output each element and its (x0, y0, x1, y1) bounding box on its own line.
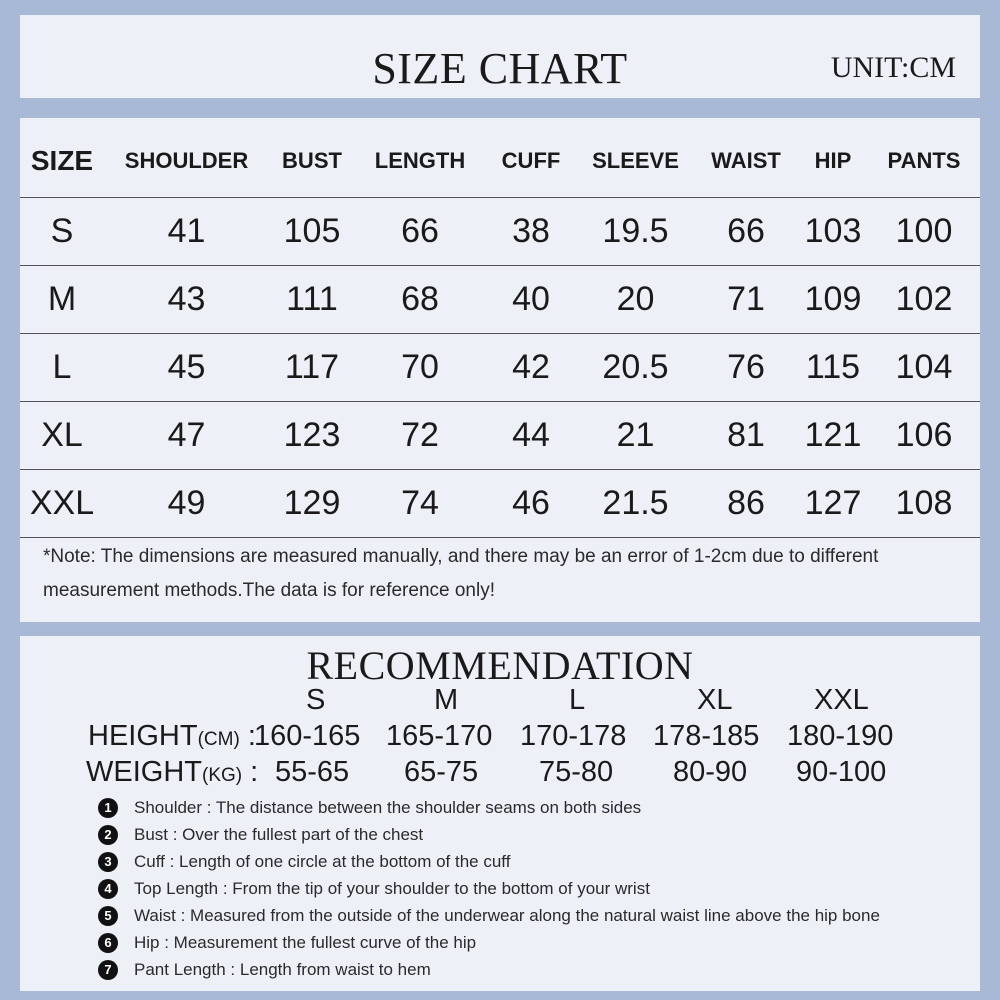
height-label (88, 720, 256, 753)
table-cell: 72 (355, 402, 485, 470)
column-header: CUFF (485, 118, 577, 198)
weight-row (20, 756, 980, 792)
table-cell: 70 (355, 334, 485, 402)
height-unit: (CM) (197, 729, 240, 750)
table-cell: 47 (104, 402, 269, 470)
column-header: SLEEVE (577, 118, 694, 198)
weight-label (86, 756, 258, 789)
definition-item (98, 848, 880, 875)
weight-value: 75-80 (539, 756, 614, 788)
height-label-text: HEIGHT (88, 720, 198, 752)
table-row (20, 266, 980, 334)
height-value: 178-185 (653, 720, 760, 752)
table-cell: 68 (355, 266, 485, 334)
table-cell: 76 (694, 334, 798, 402)
number-badge-icon: 1 (98, 798, 118, 818)
table-cell: 102 (868, 266, 980, 334)
size-label: L (569, 684, 586, 716)
table-cell: 105 (269, 198, 355, 266)
chart-title: SIZE CHART (372, 44, 628, 93)
weight-value: 90-100 (796, 756, 887, 788)
table-cell: 121 (798, 402, 868, 470)
measurement-definitions (98, 794, 880, 983)
table-cell: 104 (868, 334, 980, 402)
height-colon: : (239, 720, 256, 752)
table-cell: XXL (20, 470, 104, 538)
number-badge-icon: 3 (98, 852, 118, 872)
definition-text: Shoulder : The distance between the shoulder seams on both sides (134, 797, 642, 817)
unit-label: UNIT:CM (830, 51, 956, 84)
table-cell: 38 (485, 198, 577, 266)
table-row (20, 334, 980, 402)
definition-text: Top Length : From the tip of your shoulder to the bottom of your wrist (134, 878, 650, 898)
table-cell: 42 (485, 334, 577, 402)
table-cell: 19.5 (577, 198, 694, 266)
size-label: XL (697, 684, 733, 716)
table-cell: 74 (355, 470, 485, 538)
table-cell: 21 (577, 402, 694, 470)
definition-item (98, 821, 880, 848)
table-cell: S (20, 198, 104, 266)
weight-label-text: WEIGHT (86, 756, 202, 788)
column-header: SHOULDER (104, 118, 269, 198)
table-cell: 123 (269, 402, 355, 470)
recommendation-size-row (20, 684, 980, 720)
weight-value: 80-90 (673, 756, 748, 788)
definition-text: Pant Length : Length from waist to hem (134, 959, 431, 979)
table-cell: 40 (485, 266, 577, 334)
table-cell: 86 (694, 470, 798, 538)
table-cell: 71 (694, 266, 798, 334)
table-cell: 115 (798, 334, 868, 402)
definition-text: Hip : Measurement the fullest curve of the hip (134, 932, 477, 952)
column-header: WAIST (694, 118, 798, 198)
table-cell: 20 (577, 266, 694, 334)
table-cell: 20.5 (577, 334, 694, 402)
table-header-row (20, 118, 980, 198)
definition-item (98, 875, 880, 902)
table-cell: 108 (868, 470, 980, 538)
size-table (20, 118, 980, 538)
table-cell: 81 (694, 402, 798, 470)
table-cell: 127 (798, 470, 868, 538)
height-value: 165-170 (386, 720, 493, 752)
definition-item (98, 794, 880, 821)
table-cell: 44 (485, 402, 577, 470)
weight-colon: : (242, 756, 259, 788)
definition-text: Waist : Measured from the outside of the underwear along the natural waist line above the hip bone (134, 905, 880, 925)
table-row (20, 402, 980, 470)
table-row (20, 470, 980, 538)
height-value: 170-178 (520, 720, 627, 752)
column-header: SIZE (20, 118, 104, 198)
definition-item (98, 929, 880, 956)
table-cell: 46 (485, 470, 577, 538)
column-header: PANTS (868, 118, 980, 198)
table-cell: 66 (355, 198, 485, 266)
table-cell: 66 (694, 198, 798, 266)
size-label: S (306, 684, 326, 716)
table-cell: 21.5 (577, 470, 694, 538)
weight-unit: (KG) (202, 765, 243, 786)
header-panel (20, 15, 980, 98)
recommendation-panel (20, 636, 980, 991)
table-cell: 117 (269, 334, 355, 402)
table-cell: XL (20, 402, 104, 470)
table-row (20, 198, 980, 266)
recommendation-title: RECOMMENDATION (306, 643, 694, 688)
table-cell: 41 (104, 198, 269, 266)
number-badge-icon: 5 (98, 906, 118, 926)
number-badge-icon: 6 (98, 933, 118, 953)
height-row (20, 720, 980, 756)
table-cell: 49 (104, 470, 269, 538)
column-header: BUST (269, 118, 355, 198)
table-cell: 106 (868, 402, 980, 470)
table-cell: 43 (104, 266, 269, 334)
weight-value: 55-65 (275, 756, 350, 788)
number-badge-icon: 7 (98, 960, 118, 980)
column-header: LENGTH (355, 118, 485, 198)
table-cell: L (20, 334, 104, 402)
table-cell: M (20, 266, 104, 334)
height-value: 160-165 (254, 720, 361, 752)
definition-text: Bust : Over the fullest part of the chest (134, 824, 424, 844)
definition-text: Cuff : Length of one circle at the bottom of the cuff (134, 851, 511, 871)
size-table-panel (20, 118, 980, 622)
size-label: XXL (814, 684, 869, 716)
number-badge-icon: 4 (98, 879, 118, 899)
table-cell: 103 (798, 198, 868, 266)
measurement-note: *Note: The dimensions are measured manually, and there may be an error of 1-2cm due to different measurement methods.The data is for reference only! (43, 546, 879, 601)
weight-value: 65-75 (404, 756, 479, 788)
number-badge-icon: 2 (98, 825, 118, 845)
definition-item (98, 902, 880, 929)
height-value: 180-190 (787, 720, 894, 752)
table-cell: 100 (868, 198, 980, 266)
column-header: HIP (798, 118, 868, 198)
size-label: M (434, 684, 459, 716)
table-cell: 109 (798, 266, 868, 334)
table-cell: 111 (269, 266, 355, 334)
definition-item (98, 956, 880, 983)
table-cell: 45 (104, 334, 269, 402)
table-cell: 129 (269, 470, 355, 538)
